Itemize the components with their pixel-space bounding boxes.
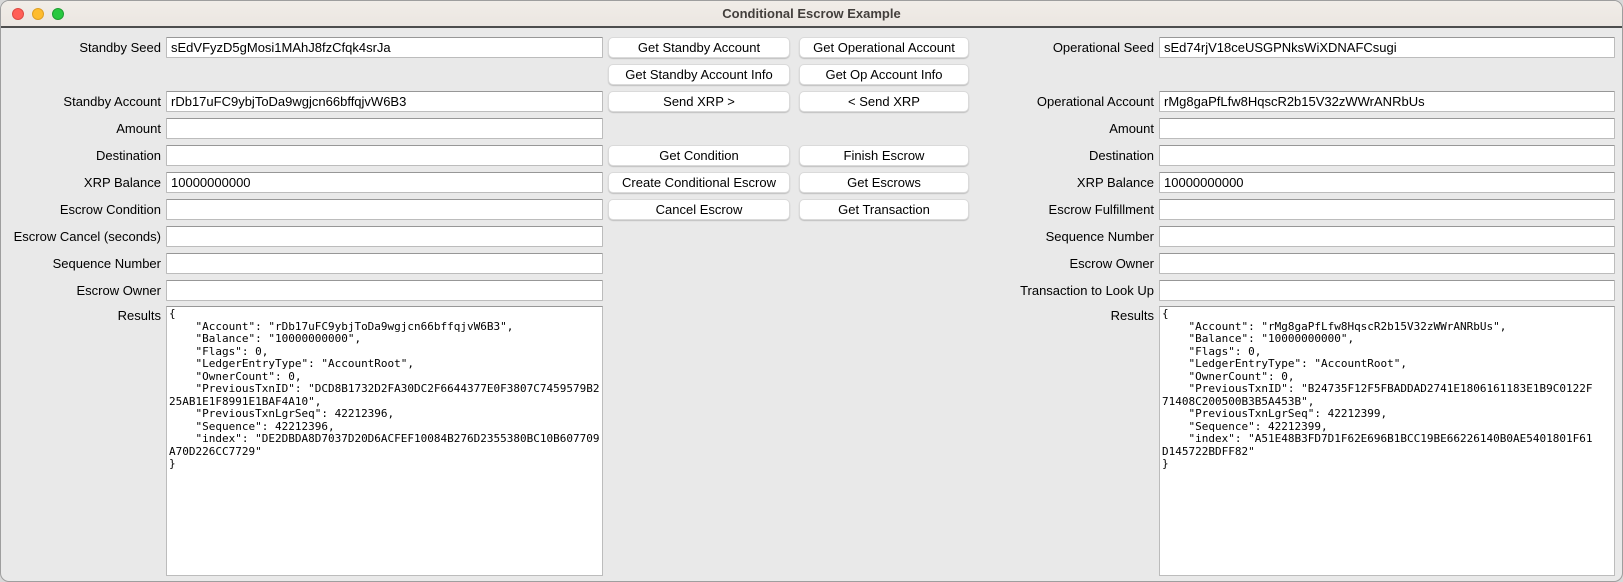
standby-sequence-number-input[interactable] [166,253,603,274]
transaction-to-look-up-input[interactable] [1159,280,1615,301]
get-escrows-button[interactable]: Get Escrows [799,172,969,193]
standby-account-input[interactable] [166,91,603,112]
transaction-to-look-up-label: Transaction to Look Up [1020,283,1154,298]
standby-escrow-owner-input[interactable] [166,280,603,301]
standby-results-textarea[interactable] [166,306,603,576]
operational-destination-input[interactable] [1159,145,1615,166]
operational-xrp-balance-input[interactable] [1159,172,1615,193]
standby-xrp-balance-input[interactable] [166,172,603,193]
standby-destination-input[interactable] [166,145,603,166]
get-standby-account-info-button[interactable]: Get Standby Account Info [608,64,790,85]
send-xrp-to-operational-button[interactable]: Send XRP > [608,91,790,112]
get-op-account-info-button[interactable]: Get Op Account Info [799,64,969,85]
operational-account-input[interactable] [1159,91,1615,112]
get-operational-account-button[interactable]: Get Operational Account [799,37,969,58]
operational-amount-input[interactable] [1159,118,1615,139]
standby-amount-label: Amount [116,121,161,136]
main-content [1,28,1622,581]
minimize-button[interactable] [32,8,44,20]
operational-escrow-owner-input[interactable] [1159,253,1615,274]
operational-escrow-owner-label: Escrow Owner [1069,256,1154,271]
standby-xrp-balance-label: XRP Balance [83,175,161,190]
cancel-escrow-button[interactable]: Cancel Escrow [608,199,790,220]
finish-escrow-button[interactable]: Finish Escrow [799,145,969,166]
standby-seed-label: Standby Seed [79,40,161,55]
get-condition-button[interactable]: Get Condition [608,145,790,166]
operational-destination-label: Destination [1088,148,1154,163]
escrow-condition-input[interactable] [166,199,603,220]
close-button[interactable] [12,8,24,20]
standby-amount-input[interactable] [166,118,603,139]
escrow-condition-label: Escrow Condition [59,202,161,217]
escrow-fulfillment-input[interactable] [1159,199,1615,220]
escrow-fulfillment-label: Escrow Fulfillment [1048,202,1154,217]
operational-amount-label: Amount [1109,121,1154,136]
standby-escrow-owner-label: Escrow Owner [76,283,161,298]
operational-results-textarea[interactable] [1159,306,1615,576]
create-conditional-escrow-button[interactable]: Create Conditional Escrow [608,172,790,193]
operational-results-label: Results [1110,308,1154,323]
standby-sequence-number-label: Sequence Number [52,256,161,271]
send-xrp-to-standby-button[interactable]: < Send XRP [799,91,969,112]
escrow-cancel-seconds-input[interactable] [166,226,603,247]
window-controls [12,8,64,20]
standby-results-label: Results [117,308,161,323]
operational-sequence-number-input[interactable] [1159,226,1615,247]
zoom-button[interactable] [52,8,64,20]
escrow-cancel-seconds-label: Escrow Cancel (seconds) [13,229,161,244]
standby-account-label: Standby Account [63,94,161,109]
get-transaction-button[interactable]: Get Transaction [799,199,969,220]
standby-destination-label: Destination [95,148,161,163]
title-bar[interactable] [1,1,1622,28]
operational-seed-input[interactable] [1159,37,1615,58]
get-standby-account-button[interactable]: Get Standby Account [608,37,790,58]
standby-seed-input[interactable] [166,37,603,58]
operational-xrp-balance-label: XRP Balance [1076,175,1154,190]
operational-sequence-number-label: Sequence Number [1045,229,1154,244]
window-title: Conditional Escrow Example [722,6,901,21]
operational-account-label: Operational Account [1036,94,1154,109]
operational-seed-label: Operational Seed [1052,40,1154,55]
